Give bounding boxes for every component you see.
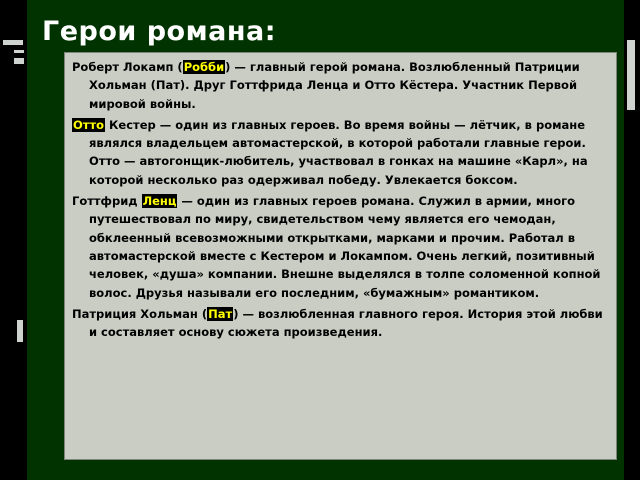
paragraph-otto	[72, 116, 608, 189]
paragraph-text: Роберт Локамп (	[72, 60, 183, 74]
paragraph-text: — один из главных героев романа. Служил в армии, много путешествовал по миру, свидетельством чему является его чемодан, обклеенный всевозможными открытками, марками и прочим. Работал в автомастерской вместе с Кестером и Локампом. Очень легкий, позитивный человек, «душа» компании. Внешне выделялся в толпе соломенной копной волос. Друзья называли его последним, «бумажным» романтиком.	[89, 194, 601, 300]
left-bar-stripe	[14, 58, 24, 64]
highlighted-name: Пат	[208, 306, 233, 321]
right-bar-stripe	[627, 40, 635, 110]
slide-title: Герои романа:	[42, 16, 277, 47]
paragraph-patricia	[72, 305, 608, 342]
left-bar-stripe	[17, 320, 23, 342]
highlighted-name: Ленц	[142, 194, 177, 209]
paragraph-text: Готтфрид	[72, 194, 142, 209]
paragraph-text: Кестер — один из главных героев. Во время войны — лётчик, в романе являлся владельцем автомастерской, в которой работали главные герои. Отто — автогонщик-любитель, участвовал в гонках на машине «Карл», на которой несколько раз одерживал победу. Увлекается боксом.	[89, 117, 588, 187]
highlighted-name: Отто	[73, 117, 105, 132]
highlighted-name: Робби	[183, 60, 225, 74]
paragraph-text: Патриция Хольман (	[72, 306, 208, 321]
paragraph-text: ) — главный герой романа. Возлюбленный Патриции Хольман (Пат). Друг Готтфрида Ленца и Отто Кёстера. Участник Первой мировой войны.	[89, 60, 580, 111]
left-bar-stripe	[14, 50, 24, 53]
paragraph-robert	[72, 58, 608, 113]
left-decorative-bar	[0, 0, 27, 480]
paragraph-gottfried	[72, 192, 608, 302]
left-bar-stripe	[3, 40, 23, 45]
content-box	[64, 52, 617, 460]
right-decorative-bar	[624, 0, 640, 480]
paragraph-text: ) — возлюбленная главного героя. История этой любви и составляет основу сюжета произведения.	[89, 306, 603, 340]
